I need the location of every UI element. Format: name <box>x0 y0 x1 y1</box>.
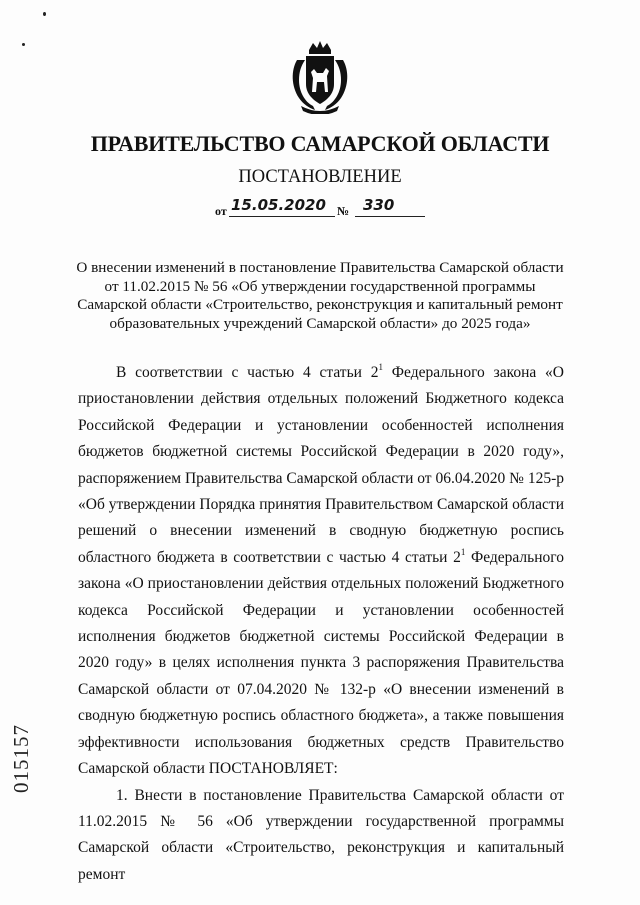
date-number-line <box>215 196 465 222</box>
scan-speck <box>43 12 46 16</box>
organization-title: ПРАВИТЕЛЬСТВО САМАРСКОЙ ОБЛАСТИ <box>90 131 550 156</box>
date-underline <box>229 216 335 217</box>
coat-of-arms-emblem <box>287 40 353 114</box>
scan-speck <box>22 43 25 46</box>
side-serial-number: 015157 <box>9 724 33 793</box>
number-label: № <box>337 204 350 218</box>
handwritten-number: 330 <box>363 196 395 214</box>
handwritten-date: 15.05.2020 <box>231 196 326 214</box>
body-paragraph: В соответствии с частью 4 статьи $2^1$ Федерального закона «О приостановлении действия отдельных положений Бюджетного кодекса Российской Федерации и установлении особенностей исполнения бюджетов бюджетной системы Российской Федерации в 2020 году», распоряжением Правительства Самарской области от 06.04.2020 № 125-р «Об утверждении Порядка принятия Правительством Самарской области решений о внесении изменений в сводную бюджетную роспись областного бюджета в соответствии с частью 4 статьи $2^1$ Федерального закона «О приостановлении действия отдельных положений Бюджетного кодекса Российской Федерации и установлении особенностей исполнения бюджетов бюджетной системы Российской Федерации в 2020 году» в целях исполнения пункта 3 распоряжения Правительства Самарской области от 07.04.2020 № 132-р «О внесении изменений в сводную бюджетную роспись областного бюджета», а также повышения эффективности использования бюджетных средств Правительство Самарской области ПОСТАНОВЛЯЕТ: <box>78 361 564 778</box>
number-underline <box>355 216 425 217</box>
date-from-label: от <box>215 204 227 218</box>
document-subject: О внесении изменений в постановление Правительства Самарской области от 11.02.2015 № 56 «Об утверждении государственной программы Самарской области «Строительство, реконструкция и капитальный ремонт образовательных учреждений Самарской области» до 2025 года» <box>76 259 564 332</box>
document-type-title: ПОСТАНОВЛЕНИЕ <box>238 167 402 187</box>
coat-of-arms-icon <box>287 40 353 114</box>
body-paragraph-item-1: 1. Внести в постановление Правительства Самарской области от 11.02.2015 № 56 «Об утверждении государственной программы Самарской области «Строительство, реконструкция и капитальный ремонт <box>78 786 564 883</box>
document-body <box>78 360 564 888</box>
